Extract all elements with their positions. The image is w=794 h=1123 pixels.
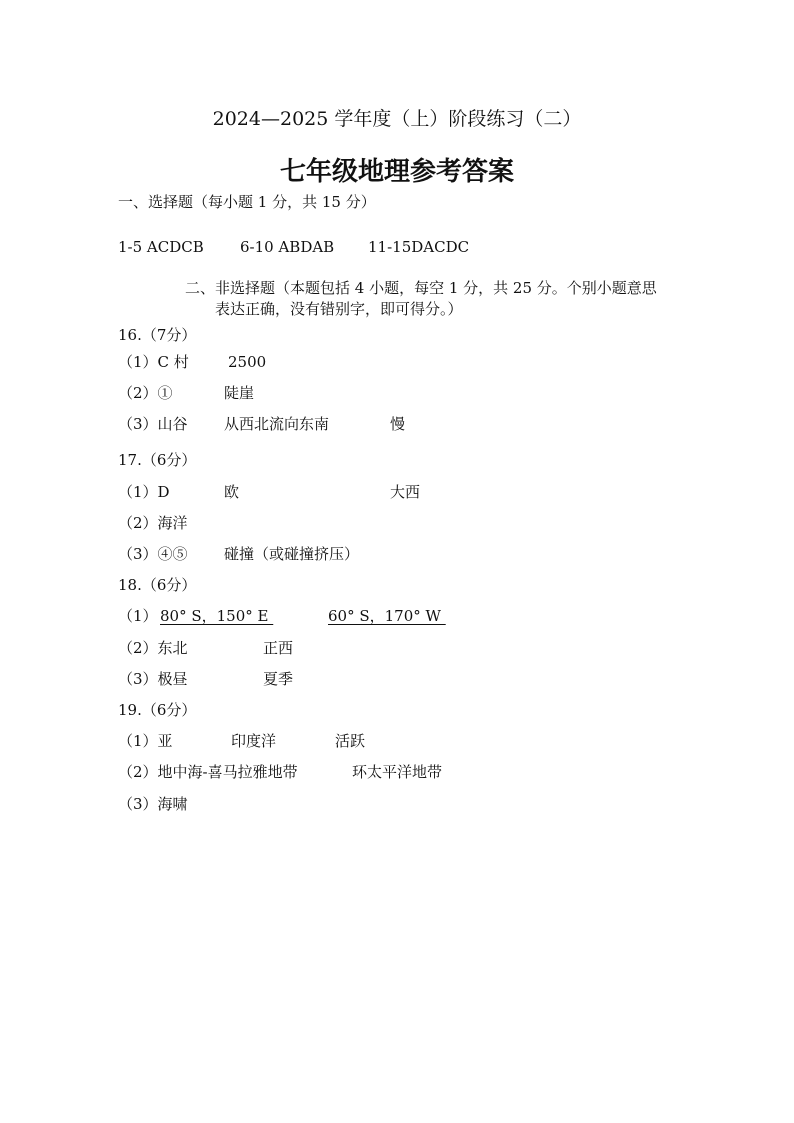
q16-title: 16.（7分） [118,326,197,344]
q17-answer-1a: （1）D [118,483,170,501]
section1-heading: 一、选择题（每小题 1 分，共 15 分） [118,193,376,211]
q16-answer-3b: 从西北流向东南 [224,415,330,433]
q17-answer-2a: （2）海洋 [118,514,188,532]
q18-answer-1a: 80° S，150° E [160,607,274,625]
q17-answer-1b: 欧 [224,483,240,501]
answer-group-6-10: 6-10 ABDAB [240,238,335,256]
q19-answer-2b: 环太平洋地带 [352,763,443,781]
q18-answer-2a: （2）东北 [118,639,188,657]
answer-group-1-5: 1-5 ACDCB [118,238,204,256]
q19-title: 19.（6分） [118,701,197,719]
q19-answer-3a: （3）海啸 [118,795,188,813]
q18-answer-1b: 60° S，170° W [328,607,446,625]
q18-answer-3a: （3）极昼 [118,670,188,688]
q17-title: 17.（6分） [118,451,197,469]
q16-answer-3a: （3）山谷 [118,415,188,433]
q17-answer-3a: （3）④⑤ [118,545,188,563]
q17-answer-3b: 碰撞（或碰撞挤压） [224,545,360,563]
q19-answer-2a: （2）地中海-喜马拉雅地带 [118,763,298,781]
q17-answer-1c: 大西 [390,483,421,501]
answer-group-11-15: 11-15DACDC [368,238,470,256]
q16-answer-2a: （2）① [118,384,173,402]
document-title-line1: 2024—2025 学年度（上）阶段练习（二） [212,108,582,130]
q18-answer-1-prefix: （1） [118,607,158,625]
section2-heading-line1: 二、非选择题（本题包括 4 小题，每空 1 分，共 25 分。个别小题意思 [185,279,657,297]
q16-answer-2b: 陡崖 [224,384,255,402]
q19-answer-1c: 活跃 [335,732,366,750]
section2-heading-line2: 表达正确，没有错别字，即可得分。） [215,300,463,318]
q18-answer-3b: 夏季 [263,670,294,688]
q16-answer-1b: 2500 [228,353,267,371]
document-title-main: 七年级地理参考答案 [279,157,514,187]
q16-answer-1a: （1）C 村 [118,353,189,371]
q18-answer-2b: 正西 [263,639,294,657]
q19-answer-1a: （1）亚 [118,732,173,750]
q19-answer-1b: 印度洋 [231,732,277,750]
q18-title: 18.（6分） [118,576,197,594]
q16-answer-3c: 慢 [390,415,406,433]
